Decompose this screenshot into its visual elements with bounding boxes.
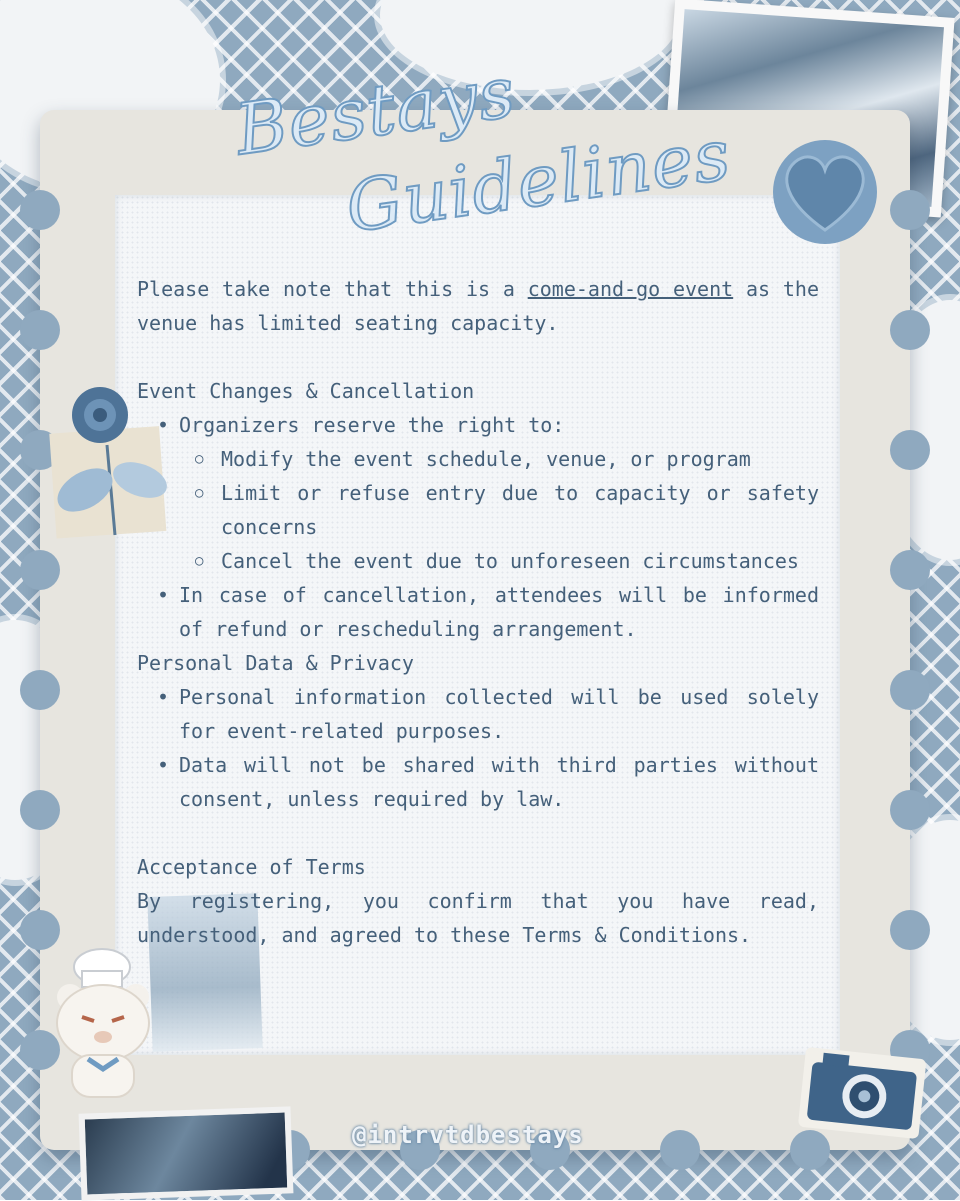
list-subitem: ○ Limit or refuse entry due to capacity or safety concerns	[137, 476, 819, 544]
dark-sky-photo	[79, 1106, 294, 1200]
list-subitem: ○ Cancel the event due to unforeseen circumstances	[137, 544, 819, 578]
heart-wax-seal-icon	[765, 130, 885, 250]
event-changes-heading: Event Changes & Cancellation	[137, 379, 475, 403]
list-subitem: ○ Modify the event schedule, venue, or program	[137, 442, 819, 476]
guidelines-content	[137, 272, 819, 952]
intro-paragraph: Please take note that this is a come-and-go event as the venue has limited seating capacity.	[137, 277, 819, 335]
list-item: • In case of cancellation, attendees will be informed of refund or rescheduling arrangement.	[137, 578, 819, 646]
privacy-heading: Personal Data & Privacy	[137, 651, 414, 675]
bear-chef-icon	[40, 945, 170, 1105]
title-line-2: Guidelines	[341, 113, 736, 249]
acceptance-heading: Acceptance of Terms	[137, 855, 366, 879]
title-line-1: Bestays	[230, 50, 521, 172]
camera-icon	[796, 1039, 930, 1142]
acceptance-paragraph: By registering, you confirm that you have read, understood, and agreed to these Terms & Conditions.	[137, 889, 819, 947]
list-item: • Personal information collected will be used solely for event-related purposes.	[137, 680, 819, 748]
come-and-go-link: come-and-go event	[527, 277, 734, 301]
social-handle: @intrvtdbestays	[352, 1121, 584, 1149]
list-item: • Organizers reserve the right to:	[137, 408, 819, 442]
list-item: • Data will not be shared with third parties without consent, unless required by law.	[137, 748, 819, 816]
